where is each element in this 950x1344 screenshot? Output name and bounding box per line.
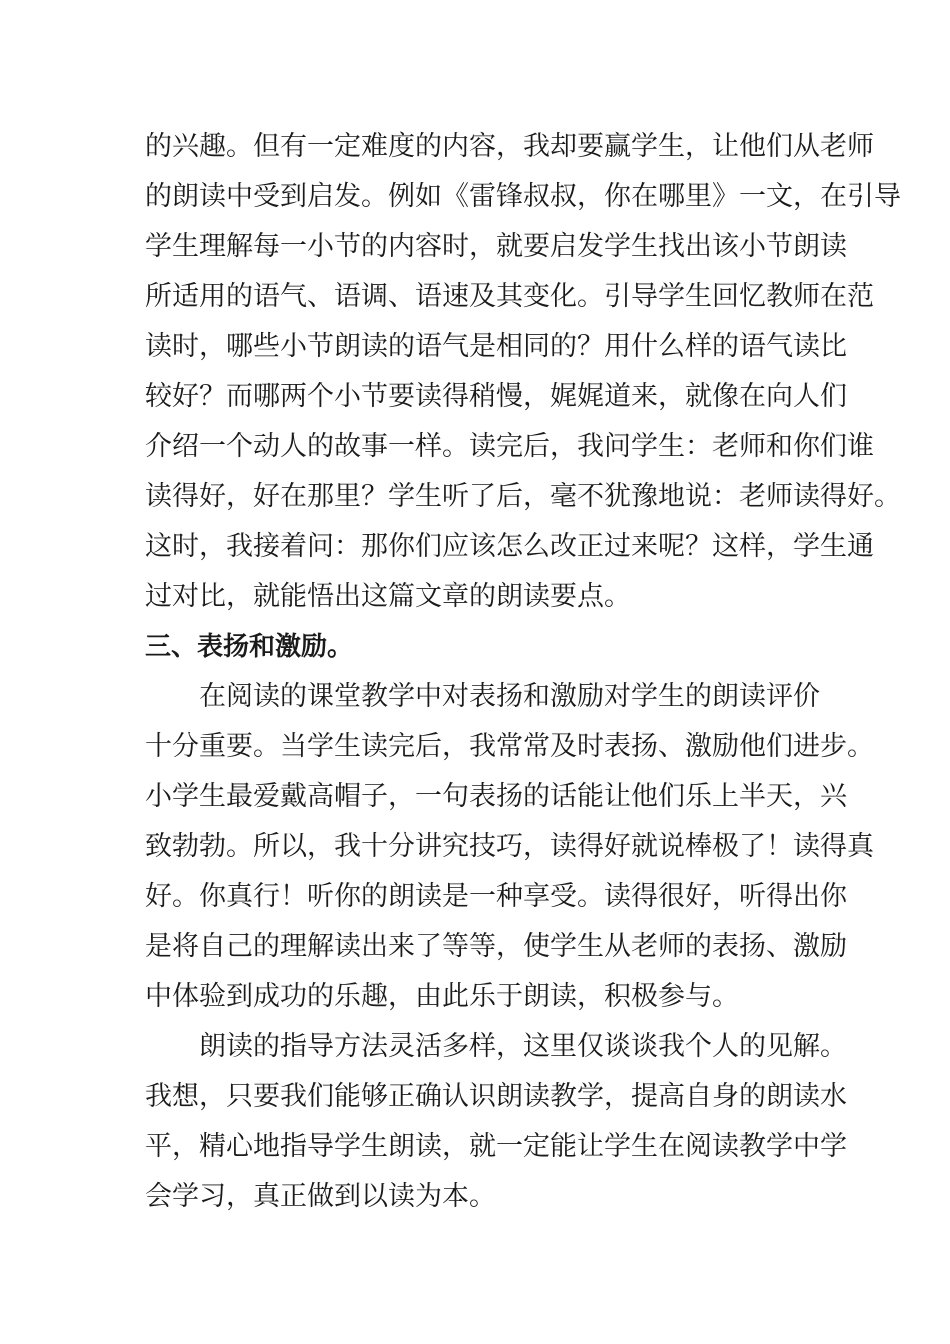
paragraph-line: 中体验到成功的乐趣，由此乐于朗读，积极参与。: [145, 981, 739, 1012]
paragraph-line: 介绍一个动人的故事一样。读完后，我问学生：老师和你们谁: [145, 431, 874, 462]
paragraph-3: [145, 1022, 845, 1222]
paragraph-line: 所适用的语气、语调、语速及其变化。引导学生回忆教师在范: [145, 281, 874, 312]
paragraph-line: 过对比，就能悟出这篇文章的朗读要点。: [145, 581, 631, 612]
paragraph-line: 平，精心地指导学生朗读，就一定能让学生在阅读教学中学: [145, 1131, 847, 1162]
paragraph-line: 在阅读的课堂教学中对表扬和激励对学生的朗读评价: [199, 681, 820, 712]
paragraph-1: [145, 122, 901, 622]
paragraph-line: 读时，哪些小节朗读的语气是相同的？用什么样的语气读比: [145, 331, 847, 362]
paragraph-line: 会学习，真正做到以读为本。: [145, 1181, 496, 1212]
paragraph-line: 十分重要。当学生读完后，我常常及时表扬、激励他们进步。: [145, 731, 874, 762]
paragraph-line: 好。你真行！听你的朗读是一种享受。读得很好，听得出你: [145, 881, 847, 912]
document-body: [145, 122, 901, 1222]
paragraph-line: 的朗读中受到启发。例如《雷锋叔叔，你在哪里》一文，在引导: [145, 181, 901, 212]
paragraph-line: 致勃勃。所以，我十分讲究技巧，读得好就说棒极了！读得真: [145, 831, 874, 862]
paragraph-line: 我想，只要我们能够正确认识朗读教学，提高自身的朗读水: [145, 1081, 847, 1112]
paragraph-2: [145, 672, 874, 1022]
section-heading: 三、表扬和激励。: [145, 632, 354, 662]
paragraph-line: 这时，我接着问：那你们应该怎么改正过来呢？这样，学生通: [145, 531, 874, 562]
paragraph-line: 较好？而哪两个小节要读得稍慢，娓娓道来，就像在向人们: [145, 381, 847, 412]
paragraph-line: 的兴趣。但有一定难度的内容，我却要赢学生，让他们从老师: [145, 131, 874, 162]
paragraph-line: 朗读的指导方法灵活多样，这里仅谈谈我个人的见解。: [199, 1031, 847, 1062]
paragraph-line: 小学生最爱戴高帽子，一句表扬的话能让他们乐上半天，兴: [145, 781, 847, 812]
paragraph-line: 学生理解每一小节的内容时，就要启发学生找出该小节朗读: [145, 231, 847, 262]
paragraph-line: 读得好，好在那里？学生听了后，毫不犹豫地说：老师读得好。: [145, 481, 901, 512]
paragraph-line: 是将自己的理解读出来了等等，使学生从老师的表扬、激励: [145, 931, 847, 962]
